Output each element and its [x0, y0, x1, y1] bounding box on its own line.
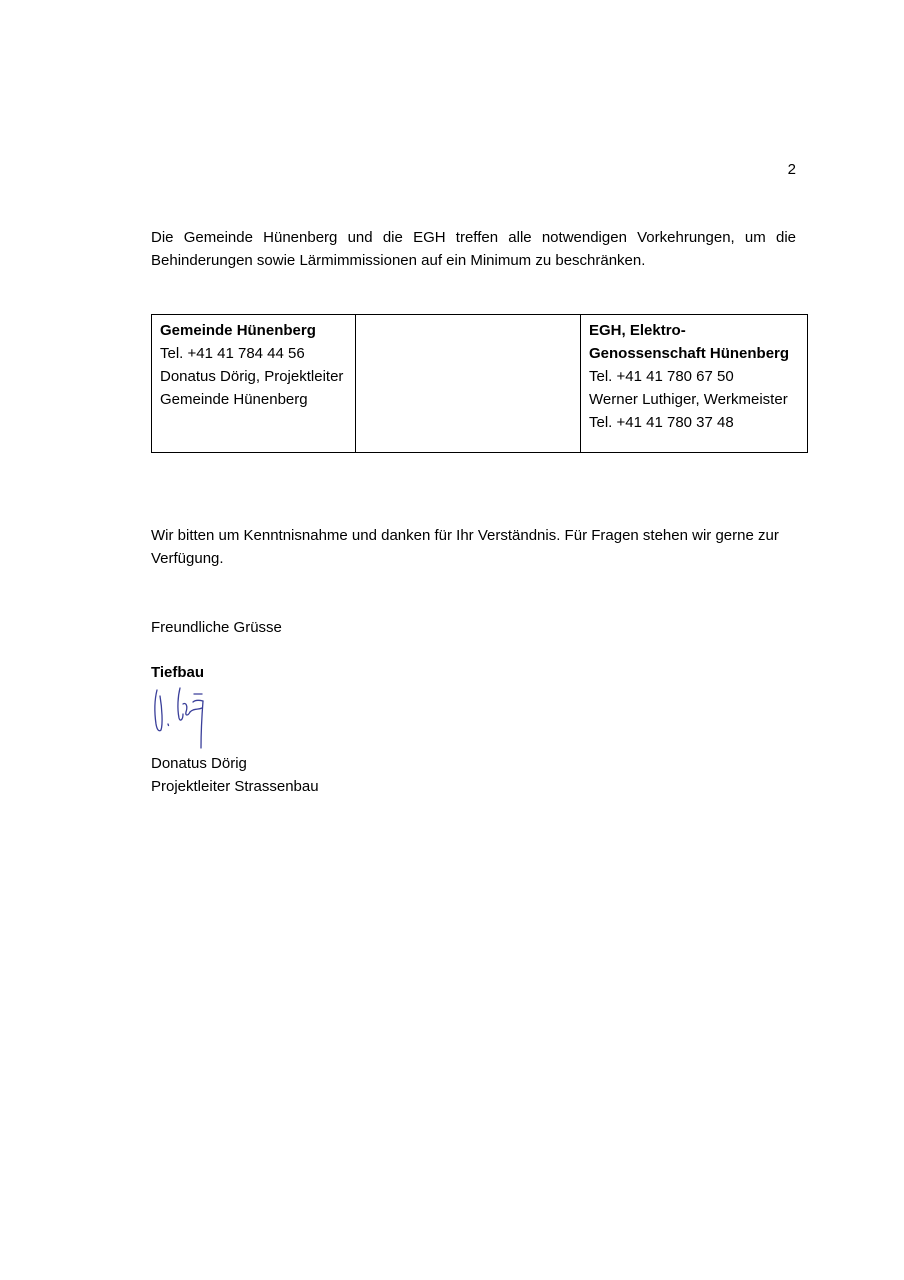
contact-phone-2: Tel. +41 41 780 37 48 [589, 414, 734, 431]
contact-cell-empty [356, 315, 581, 453]
contact-phone: Tel. +41 41 784 44 56 [160, 345, 305, 362]
signer-title: Projektleiter Strassenbau [151, 778, 319, 795]
contact-person: Werner Luthiger, Werkmeister [589, 391, 788, 408]
intro-paragraph: Die Gemeinde Hünenberg und die EGH treffen alle notwendigen Vorkehrungen, um die Behinderungen sowie Lärmimmissionen auf ein Minimum zu beschränken. [151, 229, 796, 269]
signer-name: Donatus Dörig [151, 755, 247, 772]
contact-cell-egh [581, 315, 808, 453]
contact-name-line2: Genossenschaft Hünenberg [589, 345, 790, 362]
contact-person: Donatus Dörig, Projektleiter [160, 368, 344, 385]
contact-table [151, 314, 808, 453]
contact-name-line1: EGH, Elektro- [589, 322, 686, 339]
signer-block [151, 752, 319, 798]
contact-name: Gemeinde Hünenberg [160, 322, 316, 339]
thanks-paragraph: Wir bitten um Kenntnisnahme und danken für Ihr Verständnis. Für Fragen stehen wir gerne zur Verfügung. [151, 527, 779, 567]
contact-phone-1: Tel. +41 41 780 67 50 [589, 368, 734, 385]
page-number: 2 [787, 161, 796, 178]
table-row [152, 315, 808, 453]
closing-greeting: Freundliche Grüsse [151, 619, 282, 636]
handwritten-signature [150, 684, 214, 750]
contact-cell-gemeinde [152, 315, 356, 453]
department-name: Tiefbau [151, 664, 205, 681]
contact-org: Gemeinde Hünenberg [160, 391, 308, 408]
